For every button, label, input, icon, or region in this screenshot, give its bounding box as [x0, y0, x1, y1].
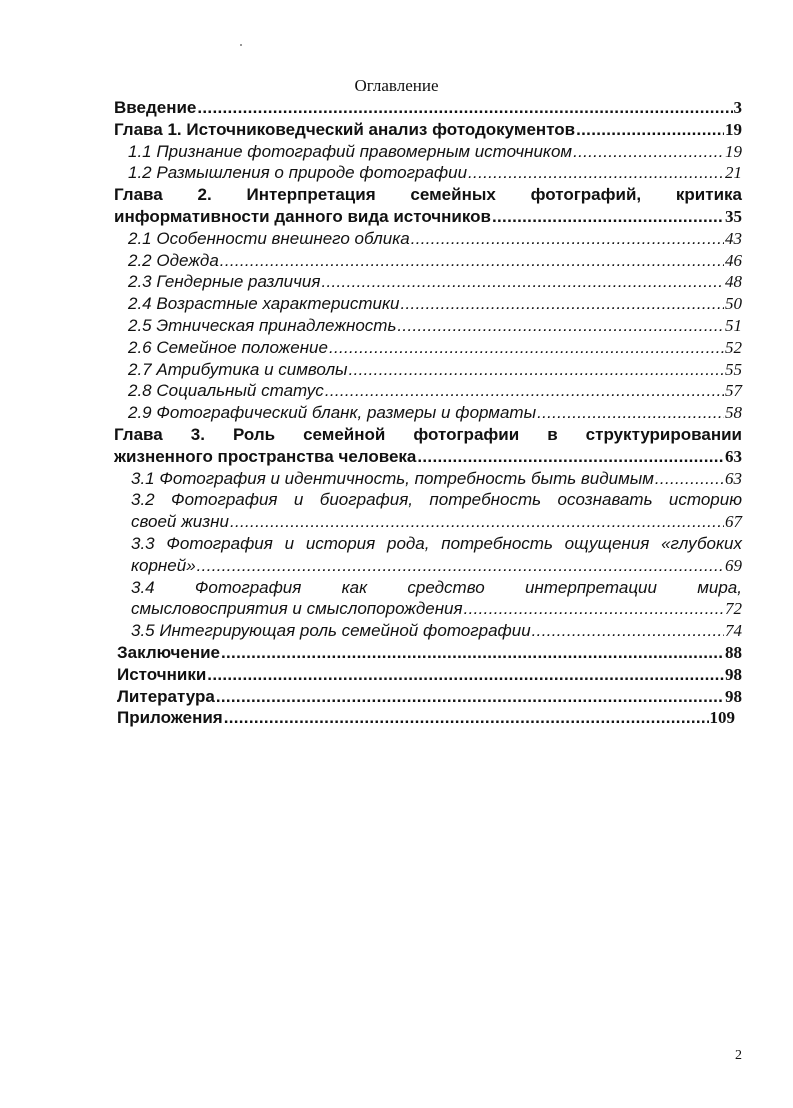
- toc-entry-label: жизненного пространства человека: [114, 446, 417, 466]
- toc-entry-chapter-2[interactable]: [114, 206, 742, 228]
- toc-entry-conclusion[interactable]: [114, 642, 742, 664]
- toc-entry-section-2-3[interactable]: [114, 271, 742, 293]
- toc-entry-page: 69: [725, 555, 742, 575]
- toc-entry-label: своей жизни: [131, 512, 229, 532]
- toc-entry-page: 109: [709, 708, 735, 728]
- toc-entry-section-3-4[interactable]: [114, 598, 742, 620]
- toc-entry-chapter-3[interactable]: [114, 446, 742, 468]
- toc-entry-page: 21: [725, 163, 742, 183]
- dot-leader: [349, 359, 724, 381]
- dot-leader: [216, 686, 724, 708]
- toc-entry-label: информативности данного вида источников: [114, 206, 492, 226]
- toc-entry-chapter-1[interactable]: [114, 119, 742, 141]
- dot-leader: [224, 707, 709, 729]
- toc-entry-section-3-5[interactable]: [114, 620, 742, 642]
- toc-entry-label: 2.9 Фотографический бланк, размеры и форматы: [128, 403, 537, 423]
- toc-entry-page: 3: [733, 98, 742, 117]
- toc-entry-label: 2.3 Гендерные различия: [128, 272, 321, 292]
- toc-entry-page: 74: [725, 621, 742, 641]
- toc-entry-page: 67: [725, 512, 742, 532]
- dot-leader: [573, 141, 724, 163]
- toc-entry-page: 52: [725, 337, 742, 357]
- dot-leader: [411, 228, 724, 250]
- toc-entry-section-2-6[interactable]: [114, 337, 742, 359]
- scan-speck: [240, 44, 242, 46]
- toc-entry-section-2-1[interactable]: [114, 228, 742, 250]
- toc-entry-label: 2.1 Особенности внешнего облика: [128, 228, 410, 248]
- toc-entry-label: 3.1 Фотография и идентичность, потребность быть видимым: [131, 468, 654, 488]
- toc-entry-page: 35: [725, 206, 742, 226]
- toc-entry-label: смысловосприятия и смыслопорождения: [131, 599, 463, 619]
- toc-entry-section-2-8[interactable]: [114, 380, 742, 402]
- toc-entry-section-2-7[interactable]: [114, 359, 742, 381]
- toc-entry-label: 1.1 Признание фотографий правомерным источником: [128, 141, 573, 161]
- toc-entry-section-3-4-line1[interactable]: 3.4 Фотография как средство интерпретации мира,: [131, 577, 742, 597]
- table-of-contents: [114, 97, 742, 729]
- toc-entry-label: 2.8 Социальный статус: [128, 381, 324, 401]
- dot-leader: [492, 206, 724, 228]
- toc-entry-page: 58: [725, 403, 742, 423]
- dot-leader: [207, 664, 724, 686]
- toc-entry-page: 43: [725, 228, 742, 248]
- toc-entry-label: Литература: [117, 686, 215, 706]
- toc-entry-label: 2.4 Возрастные характеристики: [128, 294, 400, 314]
- toc-entry-section-2-4[interactable]: [114, 293, 742, 315]
- toc-entry-introduction[interactable]: [114, 97, 742, 119]
- toc-entry-label: 2.2 Одежда: [128, 250, 219, 270]
- toc-entry-section-3-3[interactable]: [114, 555, 742, 577]
- toc-entry-page: 51: [725, 315, 742, 335]
- dot-leader: [325, 380, 724, 402]
- dot-leader: [417, 446, 724, 468]
- dot-leader: [532, 620, 724, 642]
- toc-entry-section-2-9[interactable]: [114, 402, 742, 424]
- toc-entry-literature[interactable]: [114, 686, 742, 708]
- toc-entry-page: 19: [725, 141, 742, 161]
- toc-entry-page: 72: [725, 599, 742, 619]
- toc-entry-appendices[interactable]: [114, 707, 742, 729]
- toc-entry-page: 48: [725, 272, 742, 292]
- toc-entry-label: 1.2 Размышления о природе фотографии: [128, 163, 468, 183]
- toc-entry-page: 19: [725, 119, 742, 139]
- toc-entry-chapter-3-line1[interactable]: Глава 3. Роль семейной фотографии в структурировании: [114, 424, 742, 444]
- toc-entry-label: 2.7 Атрибутика и символы: [128, 359, 348, 379]
- toc-entry-label: Глава 1. Источниковедческий анализ фотодокументов: [114, 119, 576, 139]
- dot-leader: [321, 271, 724, 293]
- dot-leader: [576, 119, 724, 141]
- dot-leader: [401, 293, 725, 315]
- toc-entry-section-1-1[interactable]: [114, 141, 742, 163]
- dot-leader: [468, 162, 724, 184]
- toc-entry-section-2-5[interactable]: [114, 315, 742, 337]
- dot-leader: [220, 250, 724, 272]
- toc-entry-label: 2.5 Этническая принадлежность: [128, 315, 397, 335]
- dot-leader: [197, 555, 724, 577]
- toc-entry-label: Источники: [117, 664, 207, 684]
- dot-leader: [397, 315, 724, 337]
- toc-entry-label: Введение: [114, 98, 197, 117]
- toc-entry-label: 2.6 Семейное положение: [128, 337, 328, 357]
- dot-leader: [230, 511, 724, 533]
- toc-entry-page: 98: [725, 686, 742, 706]
- toc-entry-page: 63: [725, 446, 742, 466]
- toc-entry-section-1-2[interactable]: [114, 162, 742, 184]
- dot-leader: [221, 642, 724, 664]
- toc-entry-label: Приложения: [117, 708, 223, 728]
- dot-leader: [655, 468, 724, 490]
- dot-leader: [197, 97, 732, 119]
- toc-entry-section-3-1[interactable]: [114, 468, 742, 490]
- toc-entry-section-3-2-line1[interactable]: 3.2 Фотография и биография, потребность осознавать историю: [131, 490, 742, 510]
- toc-entry-page: 88: [725, 642, 742, 662]
- dot-leader: [464, 598, 724, 620]
- dot-leader: [537, 402, 724, 424]
- toc-entry-label: корней»: [131, 555, 196, 575]
- toc-entry-section-3-2[interactable]: [114, 511, 742, 533]
- toc-entry-page: 98: [725, 664, 742, 684]
- toc-entry-section-3-3-line1[interactable]: 3.3 Фотография и история рода, потребность ощущения «глубоких: [131, 533, 742, 553]
- toc-entry-page: 55: [725, 359, 742, 379]
- toc-entry-sources[interactable]: [114, 664, 742, 686]
- page-number: 2: [735, 1048, 742, 1063]
- toc-entry-page: 50: [725, 294, 742, 314]
- toc-entry-page: 46: [725, 250, 742, 270]
- dot-leader: [329, 337, 724, 359]
- toc-entry-label: 3.5 Интегрирующая роль семейной фотографии: [131, 621, 531, 641]
- toc-entry-chapter-2-line1[interactable]: Глава 2. Интерпретация семейных фотографий, критика: [114, 185, 742, 205]
- toc-entry-page: 63: [725, 468, 742, 488]
- toc-entry-label: Заключение: [117, 642, 220, 662]
- page-title: Оглавление: [354, 76, 439, 95]
- toc-entry-page: 57: [725, 381, 742, 401]
- toc-entry-section-2-2[interactable]: [114, 250, 742, 272]
